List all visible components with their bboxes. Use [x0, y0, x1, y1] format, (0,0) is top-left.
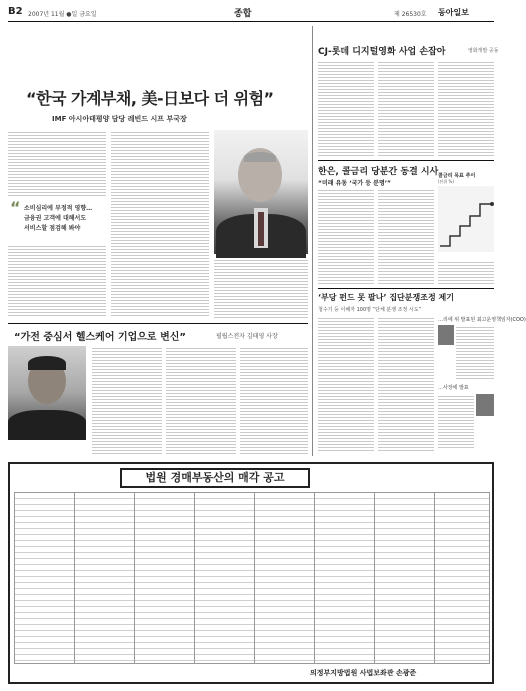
- auction-table: [14, 492, 490, 664]
- chart-unit: (단위 %): [438, 179, 454, 184]
- divider: [318, 288, 494, 289]
- body-text: [214, 258, 308, 318]
- body-text: [318, 60, 374, 156]
- column-divider: [312, 26, 313, 456]
- headline-imf: “한국 가계부채, 美-日보다 더 위험”: [26, 89, 274, 108]
- page-number: B2: [8, 6, 23, 17]
- people-item: …리에 위 발표된 최고운영책임자(COO): [438, 317, 526, 323]
- tag-cj: 영화개발 공동: [468, 48, 499, 54]
- ad-title: 법원 경매부동산의 매각 공고: [120, 468, 310, 488]
- people-section: [438, 316, 526, 452]
- body-text: [240, 346, 308, 454]
- body-text: [8, 130, 106, 198]
- auction-ad: [8, 462, 494, 684]
- header-rule: [8, 21, 494, 22]
- subhead-boj: “미래 유동 ‘국가 등 분명’”: [318, 180, 391, 187]
- divider: [8, 323, 308, 324]
- divider: [318, 160, 494, 161]
- right-column: [318, 26, 526, 456]
- issue-number: 제 26530호: [394, 11, 427, 18]
- portrait-photo: [8, 346, 86, 438]
- rate-step-line: [438, 186, 494, 252]
- body-text: [318, 316, 374, 452]
- subhead-philips: 필립스전자 김태영 사장: [216, 333, 278, 340]
- body-text: [318, 188, 374, 284]
- body-text: [166, 346, 236, 454]
- section-name: 종합: [234, 9, 252, 19]
- portrait-photo: [214, 130, 308, 254]
- body-text: [438, 60, 494, 156]
- headline-fund: ‘부당 펀드 못 팔나’ 집단분쟁조정 제기: [318, 293, 454, 302]
- pullquote-line: 서비스할 점검해 봐야: [24, 225, 81, 232]
- body-text: [111, 130, 209, 318]
- body-text: [378, 316, 434, 452]
- body-text: [92, 346, 162, 454]
- quote-mark-icon: “: [10, 198, 21, 217]
- ad-footer: 의정부지방법원 사법보좌관 손광준: [310, 669, 417, 677]
- body-text: [378, 60, 434, 156]
- page-header: [8, 6, 494, 20]
- article-philips: [8, 328, 308, 456]
- subhead-imf: IMF 아시아태평양 담당 레빈드 시프 부국장: [52, 115, 187, 123]
- people-item: …사장에 발표: [438, 385, 469, 391]
- body-text: [438, 394, 474, 450]
- pullquote-line: 소비심리에 부정적 영향…: [24, 205, 93, 212]
- body-text: [438, 260, 494, 284]
- pullquote: [10, 198, 106, 240]
- article-imf: [8, 26, 308, 320]
- headline-philips: “가전 중심서 헬스케어 기업으로 변신”: [14, 332, 186, 343]
- headline-boj: 한은, 콜금리 당분간 동결 시사: [318, 167, 439, 177]
- subhead-fund: 청수기 등 이해자 100명 “단체 분쟁 조정 시도”: [318, 307, 422, 313]
- body-text: [378, 188, 434, 284]
- body-text: [8, 244, 106, 318]
- headline-cj: CJ-롯데 디지털영화 사업 손잡아: [318, 47, 446, 57]
- paper-logo: 동아일보: [438, 8, 469, 17]
- chart-title: 콜금리 목표 추이: [438, 173, 476, 179]
- date-line: 2007년 11월 ●일 금요일: [28, 11, 97, 18]
- pullquote-line: 금융권 고객에 대해서도: [24, 215, 87, 222]
- body-text: [456, 325, 494, 379]
- portrait-photo: [438, 325, 454, 345]
- portrait-photo: [476, 394, 494, 416]
- rate-chart: [438, 172, 494, 256]
